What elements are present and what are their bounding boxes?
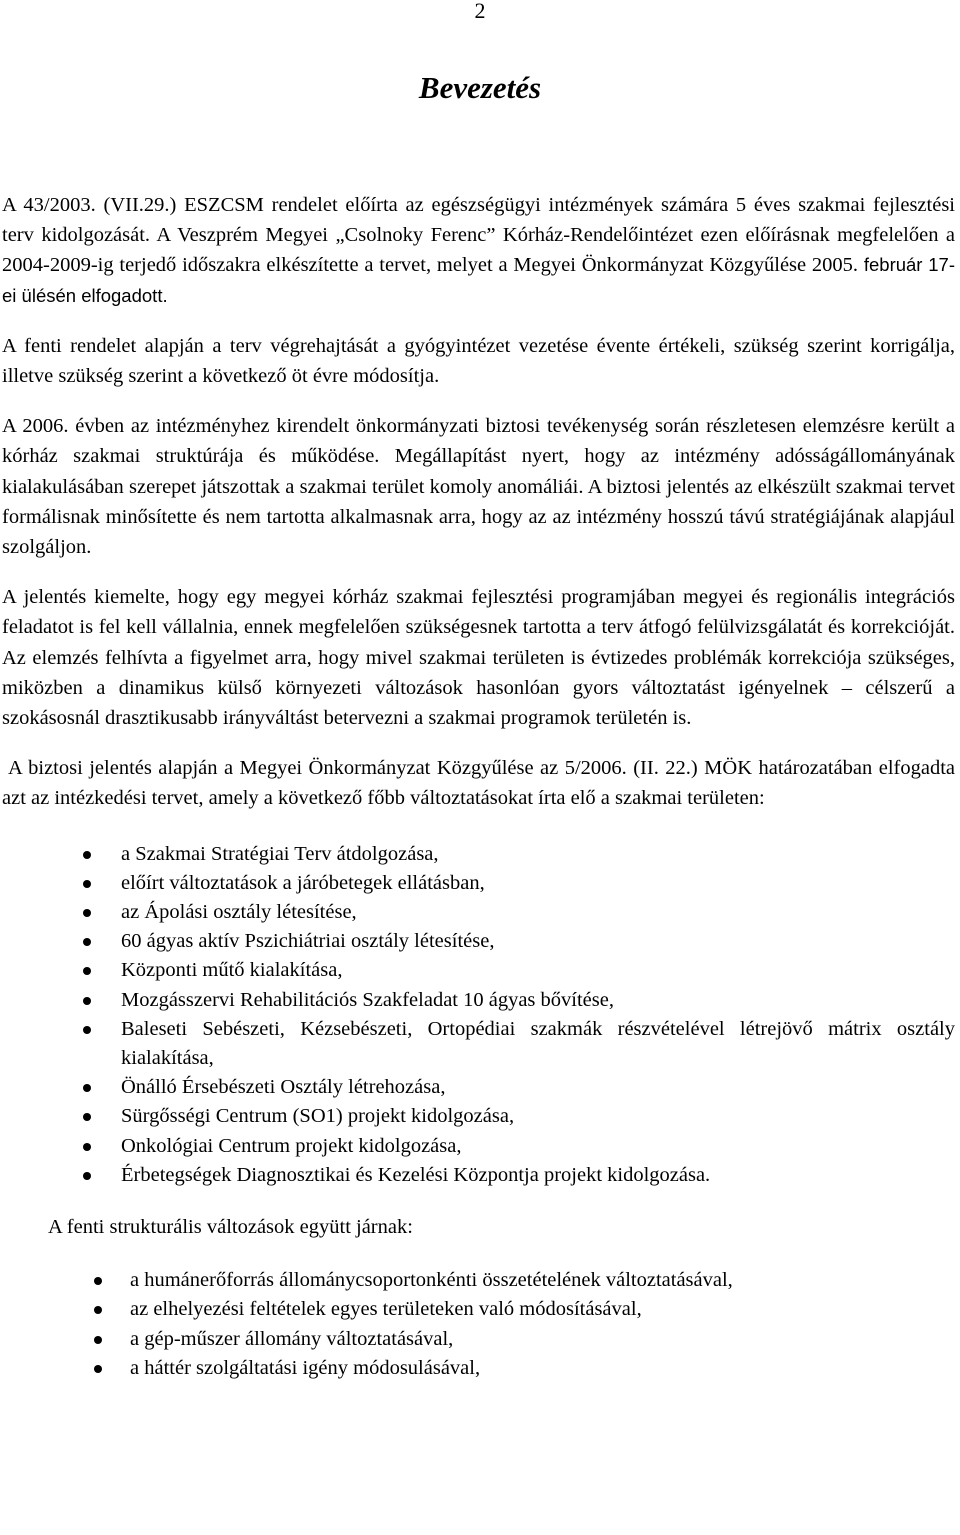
paragraph-plan-review: A fenti rendelet alapján a terv végrehajtását a gyógyintézet vezetése évente értékeli, szükség szerint korrigálja, illetve szükség szerint a következő öt évre módosítja. xyxy=(2,334,955,388)
paragraph-assembly-decision: A biztosi jelentés alapján a Megyei Önkormányzat Közgyűlése az 5/2006. (II. 22.) MÖK határozatában elfogadta azt az intézkedési tervet, amely a következő főbb változtatásokat írta elő a szakmai területen: xyxy=(2,757,955,810)
bullet-icon xyxy=(94,1306,102,1314)
bullet-icon xyxy=(83,967,91,975)
bullet-icon xyxy=(83,1113,91,1121)
list-item: a Szakmai Stratégiai Terv átdolgozása, xyxy=(2,840,955,869)
list-item: az elhelyezési feltételek egyes területeken való módosításával, xyxy=(2,1295,955,1324)
list-item: az Ápolási osztály létesítése, xyxy=(2,898,955,927)
list-item: Központi műtő kialakítása, xyxy=(2,956,955,985)
bullet-icon xyxy=(94,1277,102,1285)
bullet-icon xyxy=(94,1336,102,1344)
list-item: a humánerőforrás állománycsoportonkénti összetételének változtatásával, xyxy=(2,1266,955,1295)
document-body xyxy=(2,190,955,1383)
paragraph-intro-sans: február 17-ei ülésén elfogadott. xyxy=(2,254,956,306)
list-item: Önálló Érsebészeti Osztály létrehozása, xyxy=(2,1073,955,1102)
bullet-icon xyxy=(83,851,91,859)
list-item: 60 ágyas aktív Pszichiátriai osztály létesítése, xyxy=(2,927,955,956)
page-number: 2 xyxy=(474,0,486,23)
bullet-icon xyxy=(83,1172,91,1180)
list-item: előírt változtatások a járóbetegek ellátásban, xyxy=(2,869,955,898)
bullet-icon xyxy=(83,938,91,946)
list-item: Sürgősségi Centrum (SO1) projekt kidolgozása, xyxy=(2,1102,955,1131)
list-item: Érbetegségek Diagnosztikai és Kezelési Központja projekt kidolgozása. xyxy=(2,1161,955,1190)
list-item: Mozgásszervi Rehabilitációs Szakfeladat 10 ágyas bővítése, xyxy=(2,986,955,1015)
paragraph-structural-changes: A fenti strukturális változások együtt járnak: xyxy=(48,1216,413,1239)
paragraph-intro xyxy=(2,190,955,311)
bullet-icon xyxy=(83,1143,91,1151)
section-title: Bevezetés xyxy=(418,70,542,105)
list-item: a gép-műszer állomány változtatásával, xyxy=(2,1325,955,1354)
bullet-icon xyxy=(83,1084,91,1092)
bullet-icon xyxy=(83,997,91,1005)
bullet-icon xyxy=(83,1026,91,1034)
consequences-list xyxy=(2,1266,955,1383)
bullet-icon xyxy=(83,909,91,917)
list-item: Onkológiai Centrum projekt kidolgozása, xyxy=(2,1132,955,1161)
bullet-icon xyxy=(83,880,91,888)
changes-list xyxy=(2,840,955,1190)
paragraph-intro-serif: A 43/2003. (VII.29.) ESZCSM rendelet előírta az egészségügyi intézmények számára 5 éves szakmai fejlesztési terv kidolgozását. A Veszprém Megyei „Csolnoky Ferenc” Kórház-Rendelőintézet ezen előírásnak megfelelően a 2004-2009-ig terjedő időszakra elkészítette a tervet, melyet a Megyei Önkormányzat Közgyűlése 2005. xyxy=(2,194,955,277)
list-item: Baleseti Sebészeti, Kézsebészeti, Ortopédiai szakmák részvételével létrejövő mátrix osztály kialakítása, xyxy=(2,1015,955,1073)
bullet-icon xyxy=(94,1365,102,1373)
paragraph-report-findings: A jelentés kiemelte, hogy egy megyei kórház szakmai fejlesztési programjában megyei és regionális integrációs feladatot is fel kell vállalnia, ennek megfelelően szükségesnek tartotta a terv átfogó felülvizsgálatát és korrekcióját. Az elemzés felhívta a figyelmet arra, hogy mivel szakmai területen is évtizedes problémák korrekciója szükséges, miközben a dinamikus külső környezeti változások hasonlóan gyors változtatást igényelnek – célszerű a szokásosnál drasztikusabb irányváltást betervezni a szakmai programok területén is. xyxy=(2,586,955,730)
paragraph-commissioner-report: A 2006. évben az intézményhez kirendelt önkormányzati biztosi tevékenység során részletesen elemzésre került a kórház szakmai struktúrája és működése. Megállapítást nyert, hogy az intézmény adósságállományának kialakulásában szerepet játszottak a szakmai terület komoly anomáliái. A biztosi jelentés az elkészült szakmai tervet formálisnak minősítette és nem tartotta alkalmasnak arra, hogy az az intézmény hosszú távú stratégiájának alapjául szolgáljon. xyxy=(2,415,955,559)
list-item: a háttér szolgáltatási igény módosulásával, xyxy=(2,1354,955,1383)
